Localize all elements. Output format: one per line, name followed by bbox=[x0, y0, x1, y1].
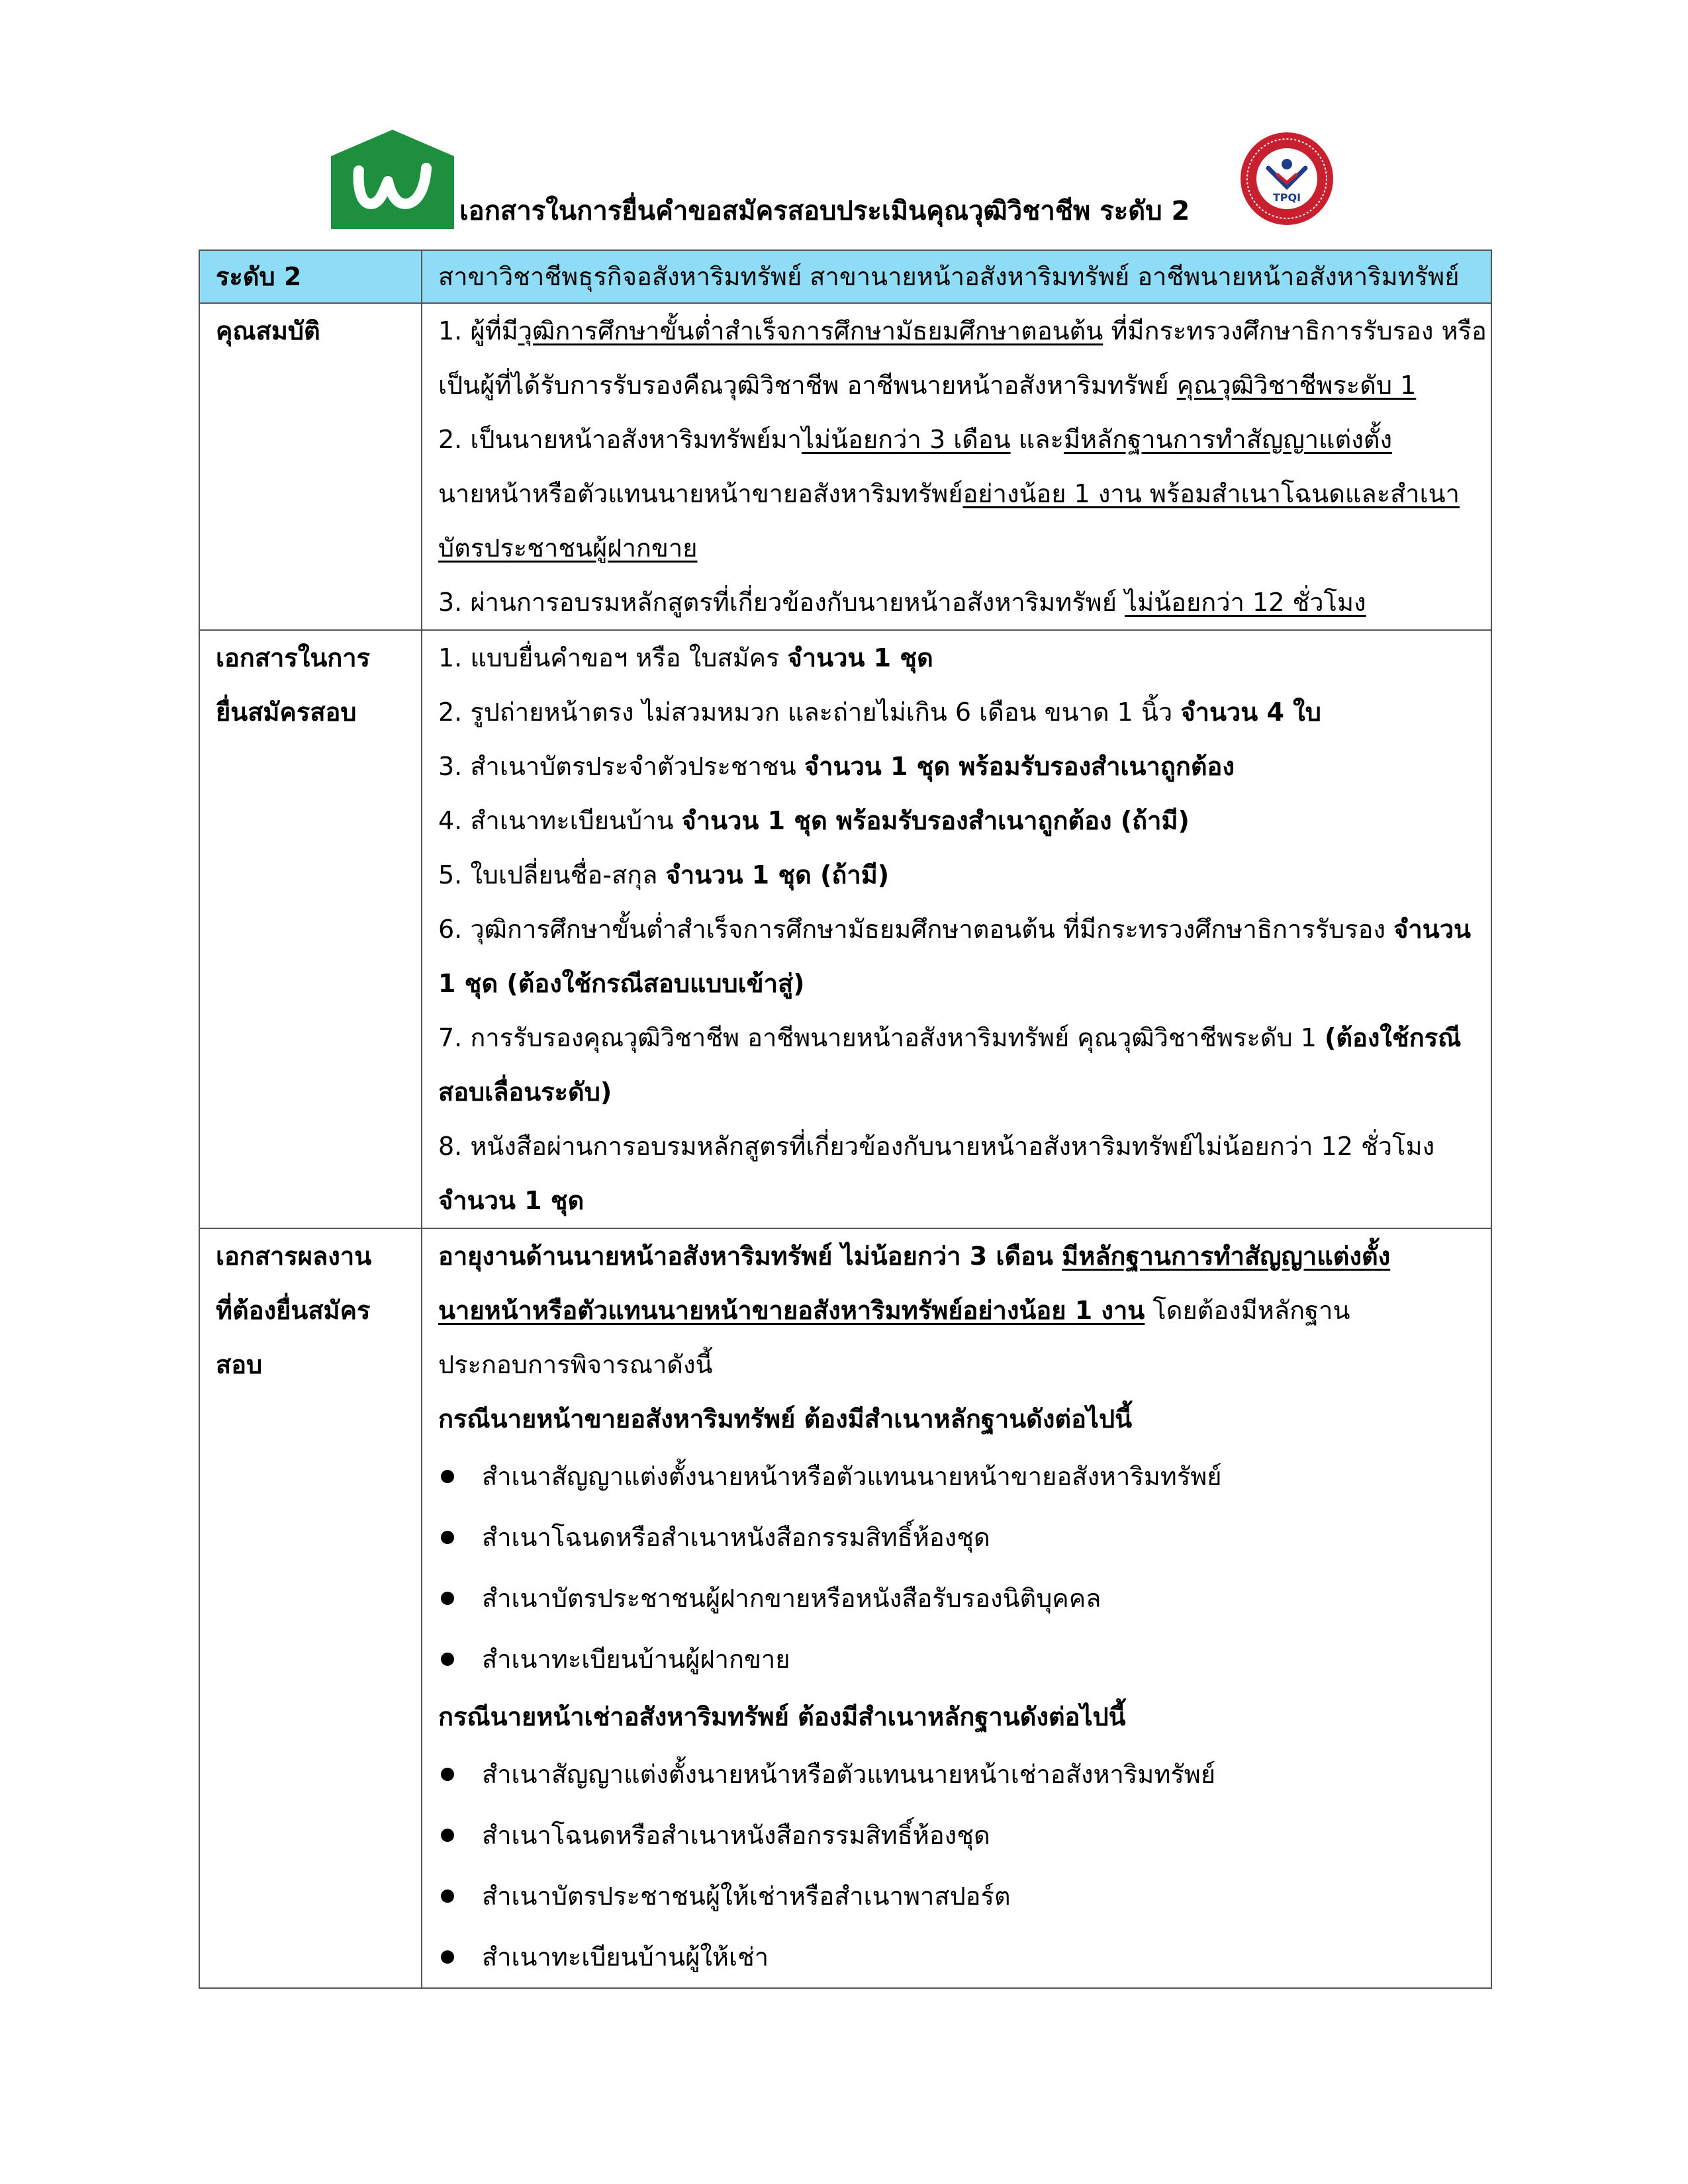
level-label-cell: ระดับ 2 bbox=[199, 250, 422, 303]
qual-item-2-line-2 bbox=[438, 467, 1477, 521]
bold-text: จำนวน 1 ชุด bbox=[438, 1186, 585, 1215]
text-run: ที่มีกระทรวงศึกษาธิการรับรอง หรือ bbox=[1103, 316, 1487, 345]
tpqi-seal-logo-icon bbox=[1239, 131, 1335, 226]
qual-item-1-line-2 bbox=[438, 358, 1477, 412]
bold-text: จำนวน 4 ใบ bbox=[1180, 698, 1321, 727]
sale-heading bbox=[438, 1392, 1477, 1446]
doc-item-8-line-1: 8. หนังสือผ่านการอบรมหลักสูตรที่เกี่ยวข้องกับนายหน้าอสังหาริมทรัพย์ไม่น้อยกว่า 12 ชั่วโมง bbox=[438, 1132, 1435, 1161]
list-item-text: สำเนาทะเบียนบ้านผู้ฝากขาย bbox=[482, 1645, 790, 1674]
page-header bbox=[0, 0, 1688, 245]
text-run: 4. สำเนาทะเบียนบ้าน bbox=[438, 806, 682, 835]
application-docs-row bbox=[199, 630, 1491, 1228]
underlined-text: คุณวุฒิวิชาชีพระดับ 1 bbox=[1176, 371, 1417, 400]
text-run: 6. วุฒิการศึกษาขั้นต่ำสำเร็จการศึกษามัธยมศึกษาตอนต้น ที่มีกระทรวงศึกษาธิการรับรอง bbox=[438, 915, 1394, 944]
bullet-icon bbox=[441, 1592, 454, 1605]
bold-text: จำนวน 1 ชุด (ถ้ามี) bbox=[665, 860, 890, 889]
doc-item-4 bbox=[438, 794, 1477, 848]
qualifications-content bbox=[422, 303, 1491, 630]
bullet-icon bbox=[441, 1768, 454, 1781]
qualifications-label: คุณสมบัติ bbox=[199, 303, 422, 630]
qual-item-2-line-3 bbox=[438, 521, 1477, 575]
list-item-text: สำเนาบัตรประชาชนผู้ให้เช่าหรือสำเนาพาสปอร์ต bbox=[482, 1882, 1011, 1911]
label-line: ยื่นสมัครสอบ bbox=[216, 698, 357, 727]
list-item bbox=[438, 1629, 1477, 1690]
list-item-text: สำเนาโฉนดหรือสำเนาหนังสือกรรมสิทธิ์ห้องชุด bbox=[482, 1821, 990, 1850]
doc-item-3 bbox=[438, 739, 1477, 794]
list-item bbox=[438, 1446, 1477, 1507]
bullet-icon bbox=[441, 1829, 454, 1842]
doc-item-5 bbox=[438, 848, 1477, 902]
level-value-cell: สาขาวิชาชีพธุรกิจอสังหาริมทรัพย์ สาขานายหน้าอสังหาริมทรัพย์ อาชีพนายหน้าอสังหาริมทรัพย์ bbox=[422, 250, 1491, 303]
table-header-row bbox=[199, 250, 1491, 303]
bold-text: กรณีนายหน้าเช่าอสังหาริมทรัพย์ ต้องมีสำเนาหลักฐานดังต่อไปนี้ bbox=[438, 1702, 1126, 1731]
underlined-text: วุฒิการศึกษาขั้นต่ำสำเร็จการศึกษามัธยมศึกษาตอนต้น bbox=[518, 316, 1103, 345]
tpqi-logo-text: TPQI bbox=[1272, 191, 1301, 204]
bold-underlined-text: นายหน้าหรือตัวแทนนายหน้าขายอสังหาริมทรัพย์อย่างน้อย 1 งาน bbox=[438, 1296, 1145, 1325]
list-item-text: สำเนาโฉนดหรือสำเนาหนังสือกรรมสิทธิ์ห้องชุด bbox=[482, 1523, 990, 1552]
doc-item-6-line-1 bbox=[438, 902, 1477, 956]
application-docs-content bbox=[422, 630, 1491, 1228]
rent-heading bbox=[438, 1690, 1477, 1744]
bold-text: อายุงานด้านนายหน้าอสังหาริมทรัพย์ ไม่น้อยกว่า 3 เดือน bbox=[438, 1242, 1062, 1271]
bullet-icon bbox=[441, 1531, 454, 1544]
bold-underlined-text: มีหลักฐานการทำสัญญาแต่งตั้ง bbox=[1062, 1242, 1391, 1271]
qual-item-2-line-1 bbox=[438, 412, 1477, 467]
underlined-text: ไม่น้อยกว่า 3 เดือน bbox=[801, 425, 1011, 454]
bold-text: จำนวน 1 ชุด bbox=[787, 643, 933, 672]
sale-evidence-list bbox=[438, 1446, 1477, 1690]
bullet-icon bbox=[441, 1470, 454, 1483]
list-item bbox=[438, 1866, 1477, 1927]
bold-text: จำนวน 1 ชุด พร้อมรับรองสำเนาถูกต้อง bbox=[804, 752, 1235, 781]
doc-item-7-line-2 bbox=[438, 1065, 1477, 1119]
text-run: เป็นผู้ที่ได้รับการรับรองคืณวุฒิวิชาชีพ อาชีพนายหน้าอสังหาริมทรัพย์ bbox=[438, 371, 1177, 400]
doc-item-2 bbox=[438, 685, 1477, 739]
text-run: 1. แบบยื่นคำขอฯ หรือ ใบสมัคร bbox=[438, 643, 788, 672]
label-line: เอกสารผลงาน bbox=[216, 1242, 372, 1271]
qualifications-row bbox=[199, 303, 1491, 630]
underlined-text: มีหลักฐานการทำสัญญาแต่งตั้ง bbox=[1063, 425, 1393, 454]
text-run: 3. ผ่านการอบรมหลักสูตรที่เกี่ยวข้องกับนายหน้าอสังหาริมทรัพย์ bbox=[438, 588, 1125, 617]
underlined-text: บัตรประชาชนผู้ฝากขาย bbox=[438, 533, 698, 563]
work-intro-line-3: ประกอบการพิจารณาดังนี้ bbox=[438, 1350, 713, 1379]
text-run: 5. ใบเปลี่ยนชื่อ-สกุล bbox=[438, 860, 666, 889]
underlined-text: อย่างน้อย 1 งาน พร้อมสำเนาโฉนดและสำเนา bbox=[962, 479, 1460, 508]
requirements-table bbox=[199, 250, 1492, 1989]
text-run: 2. เป็นนายหน้าอสังหาริมทรัพย์มา bbox=[438, 425, 802, 454]
list-item-text: สำเนาสัญญาแต่งตั้งนายหน้าหรือตัวแทนนายหน้าขายอสังหาริมทรัพย์ bbox=[482, 1462, 1222, 1491]
underlined-text: ไม่น้อยกว่า 12 ชั่วโมง bbox=[1125, 588, 1366, 617]
text-run: 2. รูปถ่ายหน้าตรง ไม่สวมหมวก และถ่ายไม่เกิน 6 เดือน ขนาด 1 นิ้ว bbox=[438, 698, 1181, 727]
qual-item-3 bbox=[438, 575, 1477, 629]
application-docs-label bbox=[199, 630, 422, 1228]
bold-text: (ต้องใช้กรณี bbox=[1324, 1023, 1462, 1052]
bold-text: กรณีนายหน้าขายอสังหาริมทรัพย์ ต้องมีสำเนาหลักฐานดังต่อไปนี้ bbox=[438, 1404, 1133, 1433]
list-item bbox=[438, 1744, 1477, 1805]
bold-text: 1 ชุด (ต้องใช้กรณีสอบแบบเข้าสู่) bbox=[438, 969, 805, 998]
text-run: นายหน้าหรือตัวแทนนายหน้าขายอสังหาริมทรัพย์ bbox=[438, 479, 963, 508]
work-evidence-row bbox=[199, 1228, 1491, 1988]
list-item-text: สำเนาบัตรประชาชนผู้ฝากขายหรือหนังสือรับรองนิติบุคคล bbox=[482, 1584, 1102, 1613]
text-run: 1. ผู้ที่มี bbox=[438, 316, 518, 345]
list-item-text: สำเนาทะเบียนบ้านผู้ให้เช่า bbox=[482, 1942, 769, 1972]
bullet-icon bbox=[441, 1889, 454, 1903]
qual-item-1-line-1 bbox=[438, 304, 1487, 358]
work-intro-line-2 bbox=[438, 1283, 1477, 1338]
list-item-text: สำเนาสัญญาแต่งตั้งนายหน้าหรือตัวแทนนายหน้าเช่าอสังหาริมทรัพย์ bbox=[482, 1760, 1216, 1789]
rent-evidence-list bbox=[438, 1744, 1477, 1987]
text-run: โดยต้องมีหลักฐาน bbox=[1145, 1296, 1350, 1325]
bold-text: จำนวน bbox=[1393, 915, 1472, 944]
bold-text: สอบเลื่อนระดับ) bbox=[438, 1077, 612, 1107]
bullet-icon bbox=[441, 1950, 454, 1964]
doc-item-1 bbox=[438, 631, 1477, 685]
house-w-logo-icon bbox=[331, 130, 454, 229]
work-evidence-label bbox=[199, 1228, 422, 1988]
work-intro-line-1 bbox=[438, 1229, 1477, 1283]
doc-item-6-line-2 bbox=[438, 956, 1477, 1011]
label-line: สอบ bbox=[216, 1350, 263, 1379]
bullet-icon bbox=[441, 1653, 454, 1666]
doc-item-7-line-1 bbox=[438, 1011, 1477, 1065]
work-evidence-content bbox=[422, 1228, 1491, 1988]
text-run: และ bbox=[1010, 425, 1064, 454]
text-run: 7. การรับรองคุณวุฒิวิชาชีพ อาชีพนายหน้าอสังหาริมทรัพย์ คุณวุฒิวิชาชีพระดับ 1 bbox=[438, 1023, 1325, 1052]
list-item bbox=[438, 1927, 1477, 1987]
list-item bbox=[438, 1507, 1477, 1568]
bold-text: จำนวน 1 ชุด พร้อมรับรองสำเนาถูกต้อง (ถ้ามี) bbox=[681, 806, 1190, 835]
list-item bbox=[438, 1568, 1477, 1629]
label-line: ที่ต้องยื่นสมัคร bbox=[216, 1296, 371, 1325]
document-title: เอกสารในการยื่นคำขอสมัครสอบประเมินคุณวุฒิวิชาชีพ ระดับ 2 bbox=[459, 196, 1190, 226]
text-run: 3. สำเนาบัตรประจำตัวประชาชน bbox=[438, 752, 804, 781]
doc-item-8-line-2 bbox=[438, 1173, 1477, 1228]
label-line: เอกสารในการ bbox=[216, 643, 371, 672]
list-item bbox=[438, 1805, 1477, 1866]
